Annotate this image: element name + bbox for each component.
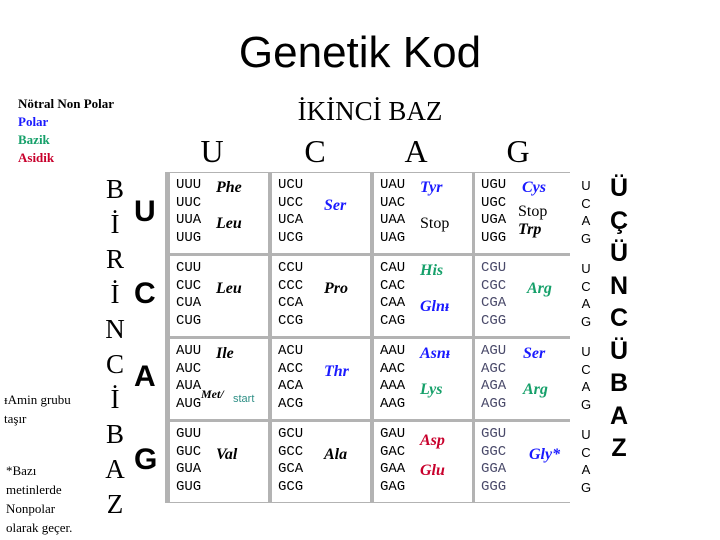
amino-acid-label: Leu bbox=[216, 280, 242, 297]
first-base-letter-u: U bbox=[134, 195, 156, 228]
codon-cell bbox=[374, 256, 472, 336]
codon-text: ACA bbox=[278, 378, 304, 394]
codon-text: CGC bbox=[481, 277, 507, 294]
codon-cell bbox=[170, 256, 268, 336]
codon-text: AAU bbox=[380, 343, 406, 359]
amino-acid-label: Ser bbox=[324, 197, 347, 214]
codon-text: CCU bbox=[278, 260, 304, 276]
vertical-letter: B bbox=[105, 174, 124, 204]
codon-text: AAG bbox=[380, 395, 406, 412]
codon-text: GAA bbox=[380, 461, 406, 477]
amino-acid-label: Thr bbox=[324, 363, 349, 380]
amino-acid-label: Met/ bbox=[201, 387, 224, 401]
amino-acid-label: Ser bbox=[523, 345, 546, 362]
codon-text: AGG bbox=[481, 395, 507, 412]
codon-text: GGA bbox=[481, 461, 507, 477]
codon-text: AGA bbox=[481, 378, 507, 394]
amino-acid-label: Lys bbox=[420, 381, 443, 398]
vertical-letter: Ü bbox=[609, 239, 629, 267]
amino-acid-label: Stop bbox=[420, 215, 450, 232]
codon-text: UUC bbox=[176, 194, 202, 211]
codon-text: GGU bbox=[481, 426, 507, 442]
amino-acid-label: Leu bbox=[216, 215, 242, 232]
legend-basic: Bazik bbox=[18, 132, 50, 147]
codon-text: CGG bbox=[481, 312, 507, 329]
codon-text: UAU bbox=[380, 177, 406, 193]
legend-nonpolar: Nötral Non Polar bbox=[18, 96, 115, 111]
amino-acid-label: Trp bbox=[518, 221, 542, 238]
amine-note bbox=[4, 390, 71, 428]
third-base-letter: U bbox=[581, 427, 591, 442]
codon-text: CGA bbox=[481, 295, 507, 311]
codon-text: GUA bbox=[176, 461, 202, 477]
amino-acid-label: His bbox=[420, 262, 444, 279]
third-base-cell bbox=[576, 256, 596, 336]
codon-text: CUA bbox=[176, 295, 202, 311]
amino-acid-label: Glnᵻ bbox=[420, 298, 450, 315]
vertical-letter: C bbox=[609, 304, 629, 332]
codon-cell bbox=[374, 422, 472, 502]
codon-cell bbox=[272, 422, 370, 502]
first-base-letter-g: G bbox=[134, 443, 158, 476]
codon-cell bbox=[374, 339, 472, 419]
codon-cell bbox=[475, 422, 573, 502]
codon-text: UGC bbox=[481, 194, 507, 211]
codon-text: GCA bbox=[278, 461, 304, 477]
codon-text: GAC bbox=[380, 443, 406, 460]
codon-text: GGG bbox=[481, 478, 507, 495]
codon-text: AUA bbox=[176, 378, 202, 394]
codon-text: GUU bbox=[176, 426, 202, 442]
vertical-letter: İ bbox=[110, 209, 120, 239]
third-base-letter: U bbox=[581, 178, 591, 193]
third-base-letter: G bbox=[580, 396, 592, 412]
codon-text: AAA bbox=[380, 378, 406, 394]
first-base-letter-c: C bbox=[134, 277, 156, 310]
amino-acid-label: Asnᵻ bbox=[420, 345, 451, 362]
vertical-letter: N bbox=[609, 271, 629, 300]
vertical-letter: Z bbox=[106, 489, 124, 519]
codon-text: CCA bbox=[278, 295, 304, 311]
third-base-letter: A bbox=[581, 296, 591, 311]
amino-acid-label: Gly* bbox=[529, 446, 561, 463]
codon-text: UUG bbox=[176, 229, 202, 246]
codon-text: GCG bbox=[278, 478, 304, 495]
nonpolar-note-line-3: Nonpolar bbox=[6, 501, 56, 516]
second-base-letter-g: G bbox=[506, 133, 530, 169]
third-base-letter: A bbox=[581, 213, 591, 228]
nonpolar-note-line-2: metinlerde bbox=[6, 482, 62, 497]
third-base-letter: G bbox=[580, 313, 592, 329]
codon-cell bbox=[170, 339, 268, 419]
third-base-letter: U bbox=[581, 344, 591, 359]
codon-text: ACU bbox=[278, 343, 304, 359]
third-base-letter: A bbox=[581, 379, 591, 394]
codon-text: CAU bbox=[380, 260, 406, 276]
codon-text: UCC bbox=[278, 194, 304, 211]
vertical-letter: B bbox=[609, 369, 629, 397]
codon-text: UAC bbox=[380, 194, 406, 211]
codon-text: AUU bbox=[176, 343, 202, 359]
vertical-letter: A bbox=[105, 454, 125, 484]
amino-acid-label: Phe bbox=[216, 179, 242, 196]
legend-acidic: Asidik bbox=[18, 150, 55, 165]
codon-text: UCU bbox=[278, 177, 304, 193]
codon-text: CAG bbox=[380, 312, 406, 329]
codon-text: AAC bbox=[380, 360, 406, 377]
codon-text: CCC bbox=[278, 277, 304, 294]
codon-text: UAG bbox=[380, 229, 406, 246]
vertical-letter: İ bbox=[110, 279, 120, 309]
codon-cell bbox=[272, 173, 370, 253]
second-base-letter-u: U bbox=[200, 133, 224, 169]
codon-text: ACG bbox=[278, 395, 304, 412]
third-base-letter: C bbox=[581, 444, 591, 460]
codon-text: CAC bbox=[380, 277, 406, 294]
amino-acid-label: Arg bbox=[527, 280, 552, 297]
second-base-letter-a: A bbox=[404, 133, 428, 169]
third-base-cell bbox=[576, 173, 596, 253]
amino-acid-label: Asp bbox=[420, 432, 445, 449]
nonpolar-note-line-4: olarak geçer. bbox=[6, 520, 73, 535]
amino-acid-label: Cys bbox=[522, 179, 546, 196]
codon-text: GCC bbox=[278, 443, 304, 460]
codon-cell bbox=[272, 256, 370, 336]
codon-cell bbox=[170, 173, 268, 253]
codon-cell bbox=[475, 339, 573, 419]
third-base-cell bbox=[576, 339, 596, 419]
vertical-letter: A bbox=[609, 401, 629, 430]
amino-acid-label: Glu bbox=[420, 462, 445, 479]
third-base-letter: G bbox=[580, 479, 592, 495]
third-base-letter: C bbox=[581, 361, 591, 377]
amine-note-line-1: ᵻAmin grubu bbox=[4, 392, 71, 407]
codon-cell bbox=[374, 173, 472, 253]
amino-acid-label: Pro bbox=[324, 280, 348, 297]
amino-acid-label: Ala bbox=[324, 446, 348, 463]
codon-text: UAA bbox=[380, 212, 406, 228]
amine-note-line-2: taşır bbox=[4, 411, 27, 426]
amino-acid-label: Ile bbox=[216, 345, 234, 362]
codon-text: UUU bbox=[176, 177, 202, 193]
codon-text: UCA bbox=[278, 212, 304, 228]
codon-text: CUU bbox=[176, 260, 202, 276]
amino-acid-label: Val bbox=[216, 446, 238, 463]
codon-text: CUC bbox=[176, 277, 202, 294]
codon-text: UUA bbox=[176, 212, 202, 228]
codon-text: CGU bbox=[481, 260, 507, 276]
second-base-letter-c: C bbox=[304, 133, 326, 169]
vertical-letter: Ü bbox=[609, 336, 629, 365]
vertical-letter: C bbox=[105, 349, 124, 379]
color-legend bbox=[18, 95, 114, 167]
codon-text: AUG bbox=[176, 395, 202, 412]
nonpolar-note bbox=[6, 461, 72, 537]
vertical-letter: Ü bbox=[609, 174, 629, 202]
amino-acid-label: Tyr bbox=[420, 179, 443, 196]
codon-cell bbox=[475, 256, 573, 336]
vertical-letter: N bbox=[105, 314, 125, 344]
nonpolar-note-line-1: *Bazı bbox=[6, 463, 37, 478]
codon-text: GAU bbox=[380, 426, 406, 442]
codon-text: GGC bbox=[481, 443, 507, 460]
vertical-letter: Ç bbox=[609, 206, 629, 235]
codon-text: GAG bbox=[380, 478, 406, 495]
codon-cell bbox=[272, 339, 370, 419]
vertical-letter: Z bbox=[611, 434, 627, 462]
codon-text: UGG bbox=[481, 229, 507, 246]
codon-text: GUG bbox=[176, 478, 202, 495]
second-base-heading: İKİNCİ BAZ bbox=[297, 96, 443, 126]
third-base-letter: G bbox=[580, 230, 592, 246]
codon-text: CUG bbox=[176, 312, 202, 329]
amino-acid-label: start bbox=[233, 393, 255, 405]
amino-acid-label: Arg bbox=[523, 381, 548, 398]
codon-cell bbox=[475, 173, 573, 253]
codon-text: CAA bbox=[380, 295, 406, 311]
codon-text: CCG bbox=[278, 312, 304, 329]
third-base-letter: A bbox=[581, 462, 591, 477]
codon-cell bbox=[170, 422, 268, 502]
first-base-letter-a: A bbox=[134, 360, 156, 393]
codon-text: GUC bbox=[176, 443, 202, 460]
third-base-letter: U bbox=[581, 261, 591, 276]
vertical-letter: R bbox=[105, 244, 124, 274]
first-base-vertical-label bbox=[100, 172, 130, 522]
codon-text: UGU bbox=[481, 177, 507, 193]
third-base-letter: C bbox=[581, 195, 591, 211]
codon-text: AGC bbox=[481, 360, 507, 377]
legend-polar: Polar bbox=[18, 114, 49, 129]
vertical-letter: B bbox=[105, 419, 124, 449]
codon-text: AUC bbox=[176, 360, 202, 377]
vertical-letter: İ bbox=[110, 384, 120, 414]
page-title: Genetik Kod bbox=[238, 28, 482, 77]
third-base-cell bbox=[576, 422, 596, 502]
third-base-letter: C bbox=[581, 278, 591, 294]
codon-text: GCU bbox=[278, 426, 304, 442]
codon-text: ACC bbox=[278, 360, 304, 377]
codon-text: UGA bbox=[481, 212, 507, 228]
amino-acid-label: Stop bbox=[518, 203, 548, 220]
codon-text: UCG bbox=[278, 229, 304, 246]
third-base-vertical-label bbox=[604, 172, 634, 465]
codon-text: AGU bbox=[481, 343, 507, 359]
